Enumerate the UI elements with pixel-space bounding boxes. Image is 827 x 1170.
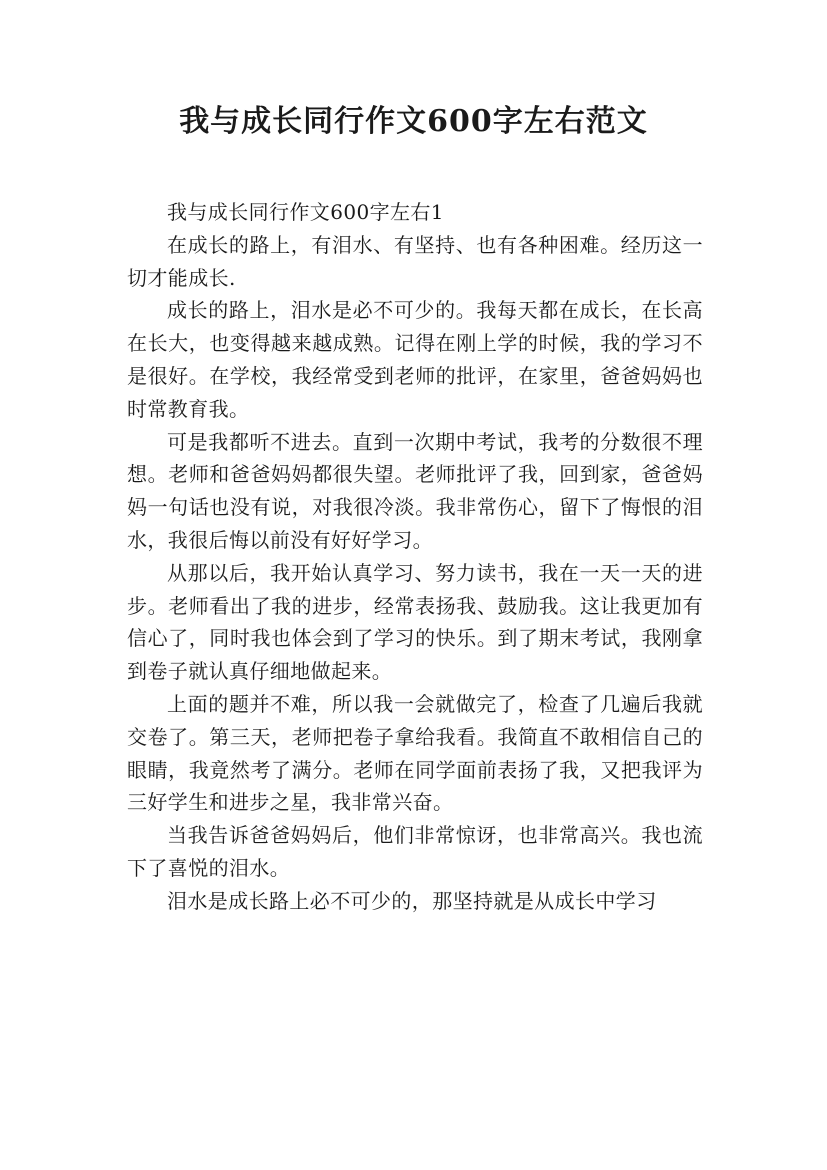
paragraph: 泪水是成长路上必不可少的，那坚持就是从成长中学习 (167, 888, 657, 913)
document-body (127, 196, 703, 918)
paragraph: 从那以后，我开始认真学习、努力读书，我在一天一天的进步。老师看出了我的进步，经常表扬我、鼓励我。这让我更加有信心了，同时我也体会到了学习的快乐。到了期末考试，我刚拿到卷子就认真仔细地做起来。 (127, 560, 703, 684)
paragraph: 当我告诉爸爸妈妈后，他们非常惊讶，也非常高兴。我也流下了喜悦的泪水。 (127, 823, 703, 880)
paragraph: 上面的题并不难，所以我一会就做完了，检查了几遍后我就交卷了。第三天，老师把卷子拿给我看。我简直不敢相信自己的眼睛，我竟然考了满分。老师在同学面前表扬了我，又把我评为三好学生和进步之星，我非常兴奋。 (127, 691, 703, 815)
paragraph: 可是我都听不进去。直到一次期中考试，我考的分数很不理想。老师和爸爸妈妈都很失望。老师批评了我，回到家，爸爸妈妈一句话也没有说，对我很冷淡。我非常伤心，留下了悔恨的泪水，我很后悔以前没有好好学习。 (127, 429, 703, 552)
paragraph: 成长的路上，泪水是必不可少的。我每天都在成长，在长高在长大，也变得越来越成熟。记得在刚上学的时候，我的学习不是很好。在学校，我经常受到老师的批评，在家里，爸爸妈妈也时常教育我。 (127, 298, 703, 421)
section-heading: 我与成长同行作文600字左右1 (167, 200, 444, 224)
document-title: 我与成长同行作文600字左右范文 (179, 104, 648, 139)
paragraph: 在成长的路上，有泪水、有坚持、也有各种困难。经历这一切才能成长. (127, 232, 703, 290)
